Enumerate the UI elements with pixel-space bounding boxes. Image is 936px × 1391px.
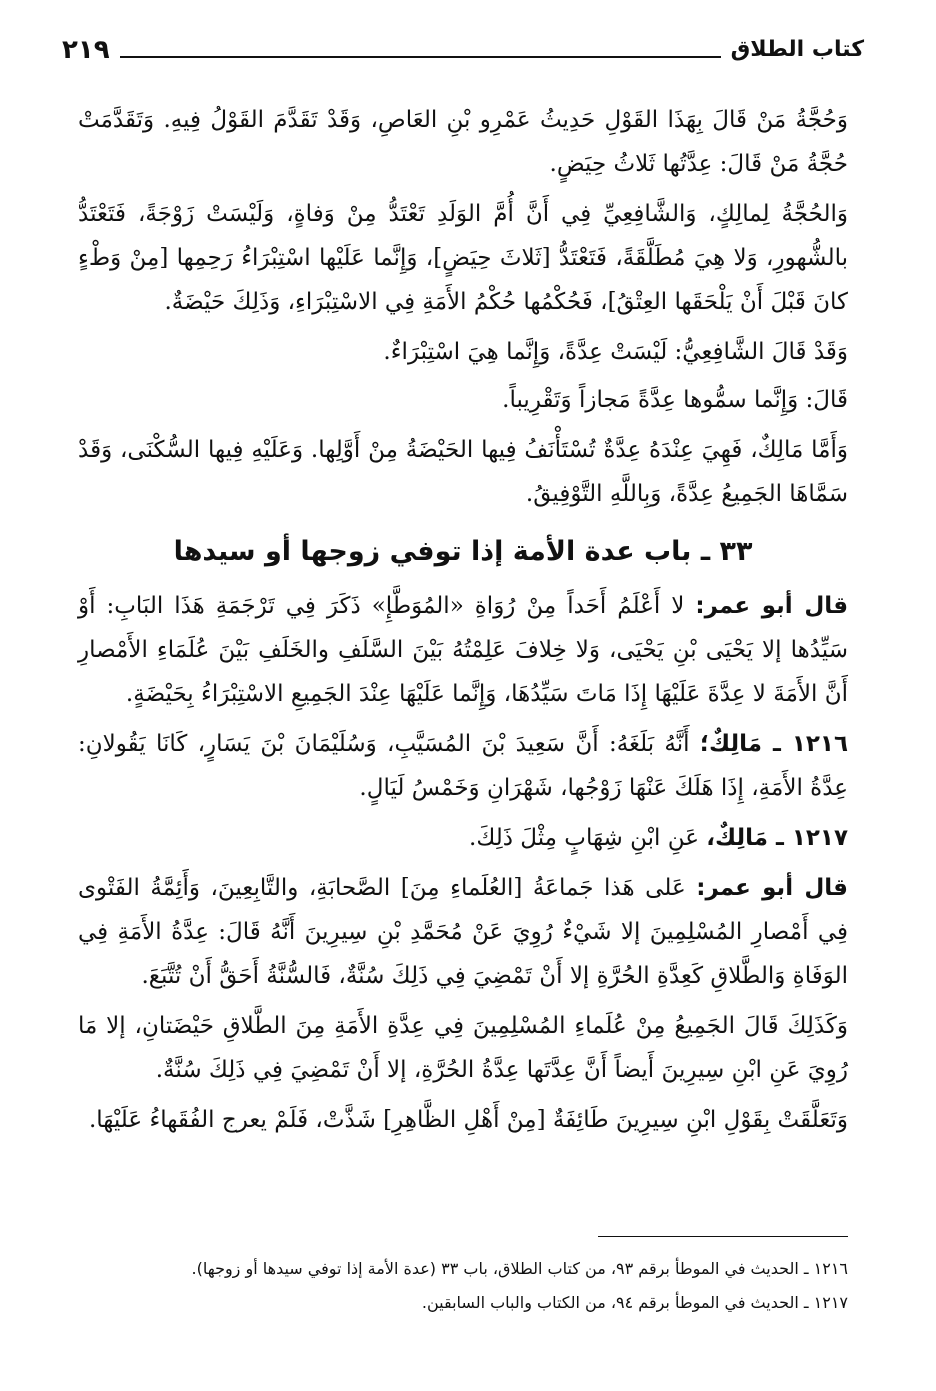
- hadith-number: ١٢١٦ ـ مَالِكٌ؛: [699, 731, 848, 757]
- paragraph-text: وَكَذَلِكَ قَالَ الجَمِيعُ مِنْ عُلَماءِ المُسْلِمِينَ فِي عِدَّةِ الأَمَةِ مِنَ الطَّلاقِ حَيْضَتانِ، إلا مَا رُوِيَ عَنِ ابْنِ سِيرِينَ أَيضاً أَنَّ عِدَّتَها عِدَّةُ الحُرَّةِ، إلا أَنْ تَمْضِيَ فِي ذَلِكَ سُنَّةٌ.: [78, 1013, 848, 1083]
- paragraph-text: عَنِ ابْنِ شِهَابٍ مِثْلَ ذَلِكَ.: [469, 825, 707, 851]
- footnote: ١٢١٧ ـ الحديث في الموطأ برقم ٩٤، من الكتاب والباب السابقين.: [421, 1293, 848, 1312]
- paragraph: [78, 1098, 848, 1142]
- footnote-rule: [598, 1236, 848, 1237]
- paragraph-text: عَلى هَذا جَماعَةُ [العُلَماءِ مِنَ] الصَّحابَةِ، والتَّابِعِينَ، وَأَئِمَّةُ الفَتْوى فِي أَمْصارِ المُسْلِمِينَ إلا شَيْءٌ رُوِيَ عَنْ مُحَمَّدِ بْنِ سِيرِينَ أَنَّهُ قَالَ: عِدَّةُ الأَمَةِ فِي الوَفَاةِ وَالطَّلاقِ كَعِدَّةِ الحُرَّةِ إلا أَنْ تَمْضِيَ فِي ذَلِكَ سُنَّةٌ، فَالسُّنَّةُ أَحَقُّ أَنْ تُتَّبَعَ.: [78, 875, 848, 989]
- running-header: [62, 28, 864, 64]
- paragraph-lead: قال أبو عمر:: [696, 875, 848, 901]
- chapter-title: ٣٣ ـ باب عدة الأمة إذا توفي زوجها أو سيدها: [173, 536, 753, 567]
- paragraph: وَقَدْ قَالَ الشَّافِعِيُّ: لَيْسَتْ عِدَّةً، وَإِنَّما هِيَ اسْتِبْرَاءٌ.: [383, 339, 848, 365]
- paragraph: وَأَمَّا مَالِكٌ، فَهِيَ عِنْدَهُ عِدَّةٌ تُسْتَأْنَفُ فِيها الحَيْضَةُ مِنْ أَوَّلِها. وَعَلَيْهِ فِيها السُّكْنَى، وَقَدْ سَمَّاهَا الجَمِيعُ عِدَّةً، وَبِاللَّهِ التَّوْفِيقُ.: [78, 437, 848, 507]
- paragraph: [78, 584, 848, 716]
- paragraph: [78, 816, 848, 860]
- paragraph: [78, 1004, 848, 1092]
- paragraph-text: أَنَّهُ بَلَغَهُ: أَنَّ سَعِيدَ بْنَ المُسَيَّبِ، وَسُلَيْمَانَ بْنَ يَسَارٍ، كَانَا يَقُولانِ: عِدَّةُ الأَمَةِ، إِذَا هَلَكَ عَنْهَا زَوْجُها، شَهْرَانِ وَخَمْسُ لَيَالٍ.: [78, 731, 848, 801]
- main-text: [78, 98, 848, 1146]
- paragraph: وَالحُجَّةُ لِمالِكٍ، وَالشَّافِعِيِّ فِي أَنَّ أُمَّ الوَلَدِ تَعْتَدُّ مِنْ وَفاةٍ، وَلَيْسَتْ زَوْجَةً، فَتَعْتَدُّ بالشُّهورِ، وَلا هِيَ مُطَلَّقَةً، فَتَعْتَدُّ [ثَلاثَ حِيَضٍ]، وَإِنَّما عَلَيْها اسْتِبْرَاءُ رَحِمِها [مِنْ وَطْءٍ كانَ قَبْلَ أَنْ يَلْحَقَها العِتْقُ]، فَحُكْمُها حُكْمُ الأَمَةِ فِي الاسْتِبْرَاءِ، وَذَلِكَ حَيْضَةٌ.: [78, 201, 848, 315]
- paragraph-text: وَتَعَلَّقَتْ بِقَوْلِ ابْنِ سِيرِينَ طَائِفَةٌ [مِنْ أَهْلِ الظَّاهِرِ] شَذَّتْ، فَلَمْ يعرج الفُقَهاءُ عَلَيْهَا.: [88, 1107, 848, 1133]
- hadith-number: ١٢١٧ ـ مَالِكٌ،: [706, 825, 848, 851]
- header-rule: [120, 56, 721, 58]
- page-number: ٢١٩: [62, 35, 110, 65]
- running-header-title: كتاب الطلاق: [730, 37, 864, 62]
- paragraph-lead: قال أبو عمر:: [695, 593, 849, 619]
- footnote: ١٢١٦ ـ الحديث في الموطأ برقم ٩٣، من كتاب الطلاق، باب ٣٣ (عدة الأمة إذا توفي سيدها أو زوجها).: [191, 1259, 848, 1278]
- paragraph-text: لا أَعْلَمُ أَحَداً مِنْ رُوَاةِ «المُوَطَّإِ» ذَكَرَ فِي تَرْجَمَةِ هَذَا البَابِ: أَوْ سَيِّدُها إلا يَحْيَى بْنِ يَحْيَى، وَلا خِلافَ عَلِمْتُهُ بَيْنَ السَّلَفِ والخَلَفِ بَيْنَ عُلَمَاءِ الأَمْصارِ أَنَّ الأَمَةَ لا عِدَّةَ عَلَيْهَا إِذَا مَاتَ سَيِّدُهَا، وَإِنَّما عَلَيْهَا عِنْدَ الجَمِيعِ الاسْتِبْرَاءُ بِحَيْضَةٍ.: [78, 593, 848, 707]
- footnotes: [78, 1236, 848, 1323]
- paragraph: [78, 722, 848, 810]
- paragraph: [78, 866, 848, 998]
- paragraph: قَالَ: وَإِنَّما سمُّوها عِدَّةً مَجازاً وَتَقْرِيباً.: [502, 387, 848, 413]
- paragraph: وَحُجَّةُ مَنْ قَالَ بِهَذَا القَوْلِ حَدِيثُ عَمْرِو بْنِ العَاصِ، وَقَدْ تَقَدَّمَ القَوْلُ فِيهِ. وَتَقَدَّمَتْ حُجَّةُ مَنْ قَالَ: عِدَّتُها ثَلاثُ حِيَضٍ.: [78, 107, 848, 177]
